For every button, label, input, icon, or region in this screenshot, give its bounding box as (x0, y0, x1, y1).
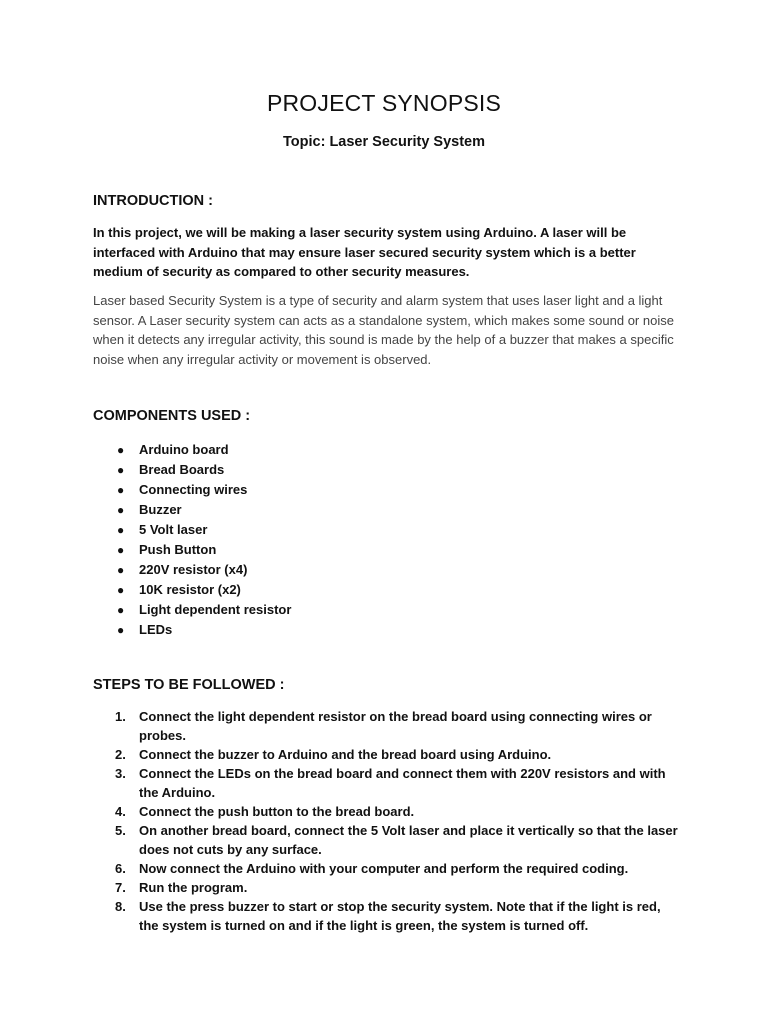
list-item: 2. Connect the buzzer to Arduino and the bread board using Arduino. (115, 747, 552, 762)
bullet-icon: ● (117, 623, 125, 637)
list-item: 8. Use the press buzzer to start or stop the security system. Note that if the light is red, the system is turned on and if the light is green, the system is turned off. (115, 899, 661, 933)
list-item: 1. Connect the light dependent resistor on the bread board using connecting wires or probes. (115, 709, 652, 743)
topic-value: Laser Security System (329, 134, 485, 150)
bullet-icon: ● (117, 563, 125, 577)
bullet-icon: ● (117, 503, 125, 517)
introduction-paragraph-1: In this project, we will be making a laser security system using Arduino. A laser will be interfaced with Arduino that may ensure laser secured security system which is a better medium of security as compared to other security measures. (93, 225, 636, 279)
list-item: 5. On another bread board, connect the 5 Volt laser and place it vertically so that the laser does not cuts by any surface. (115, 823, 678, 857)
bullet-icon: ● (117, 603, 125, 617)
bullet-icon: ● (117, 523, 125, 537)
components-heading: COMPONENTS USED : (93, 408, 251, 424)
list-item: 6. Now connect the Arduino with your computer and perform the required coding. (115, 861, 629, 876)
bullet-icon: ● (117, 483, 125, 497)
list-item: ● Light dependent resistor (93, 600, 291, 620)
list-item: 4. Connect the push button to the bread board. (115, 804, 415, 819)
bullet-icon: ● (117, 583, 125, 597)
steps-heading: STEPS TO BE FOLLOWED : (93, 677, 285, 693)
list-item: 7. Run the program. (115, 880, 248, 895)
components-list (93, 440, 291, 640)
bullet-icon: ● (117, 463, 125, 477)
list-item: ● Connecting wires (93, 480, 291, 500)
list-item: 3. Connect the LEDs on the bread board and connect them with 220V resistors and with the Arduino. (115, 766, 666, 800)
list-item: ● LEDs (93, 620, 291, 640)
bullet-icon: ● (117, 543, 125, 557)
list-item: ● Bread Boards (93, 460, 291, 480)
list-item: ● Buzzer (93, 500, 291, 520)
list-item: ● 5 Volt laser (93, 520, 291, 540)
list-item: ● Arduino board (93, 440, 291, 460)
list-item: ● 220V resistor (x4) (93, 560, 291, 580)
introduction-paragraph-2: Laser based Security System is a type of security and alarm system that uses laser light and a light sensor. A Laser security system can acts as a standalone system, which makes some sound or noise when it detects any irregular activity, this sound is made by the help of a buzzer that makes a specific noise when any irregular activity or movement is observed. (93, 293, 674, 367)
introduction-heading: INTRODUCTION : (93, 193, 214, 209)
topic-label: Topic: (282, 134, 326, 150)
list-item: ● 10K resistor (x2) (93, 580, 291, 600)
bullet-icon: ● (117, 443, 125, 457)
topic-line (0, 134, 768, 150)
list-item: ● Push Button (93, 540, 291, 560)
steps-list (93, 707, 683, 935)
document-title: PROJECT SYNOPSIS (266, 90, 502, 116)
